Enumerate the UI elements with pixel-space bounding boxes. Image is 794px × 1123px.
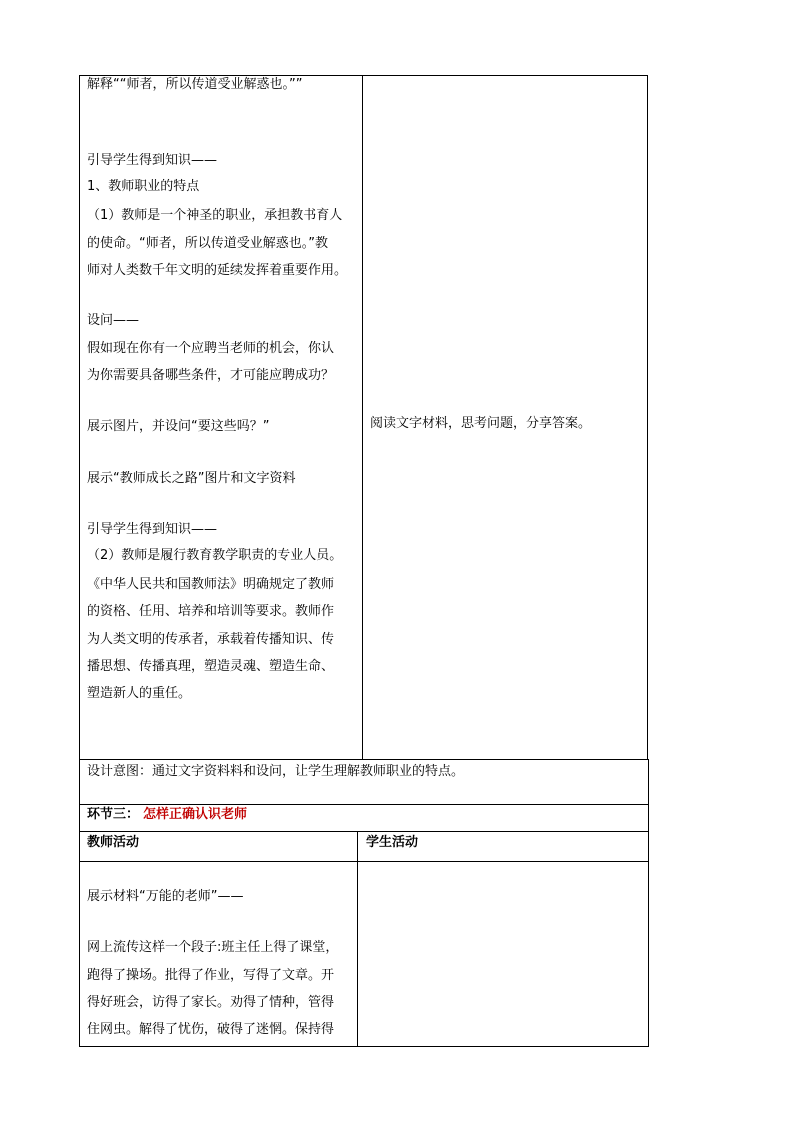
material-line-4: 住网虫。解得了忧伤，破得了迷惘。保持得: [87, 1022, 335, 1037]
feature-1-line-3: 师对人类数千年文明的延续发挥着重要作用。: [87, 263, 348, 278]
show-growth-path: 展示“教师成长之路”图片和文字资料: [87, 471, 296, 486]
show-picture: 展示图片，并设问“要这些吗？”: [87, 419, 270, 434]
column-divider-upper: [362, 75, 363, 759]
table-right-border-mid: [648, 759, 649, 1047]
row-divider-content: [79, 861, 649, 862]
feature-heading: 1、教师职业的特点: [87, 179, 200, 194]
feature-1-line-1: （1）教师是一个神圣的职业，承担教书育人: [87, 208, 343, 223]
material-line-2: 跑得了操场。批得了作业，写得了文章。开: [87, 968, 335, 983]
column-divider-lower: [357, 831, 358, 1047]
section3-label: 环节三：: [87, 807, 140, 822]
design-intent: 设计意图：通过文字资料料和设问，让学生理解教师职业的特点。: [87, 764, 465, 779]
teacher-activity-header: 教师活动: [87, 835, 140, 850]
guide-knowledge-2: 引导学生得到知识——: [87, 522, 218, 537]
table-left-border: [79, 75, 80, 1047]
question-line-1: 假如现在你有一个应聘当老师的机会，你认: [87, 341, 335, 356]
question-line-2: 为你需要具备哪些条件，才可能应聘成功？: [87, 368, 335, 383]
feature-2-line-2: 《中华人民共和国教师法》明确规定了教师: [87, 577, 335, 592]
row-divider-headers: [79, 831, 649, 832]
guide-knowledge-1: 引导学生得到知识——: [87, 153, 218, 168]
feature-1-line-2: 的使命。“师者，所以传道受业解惑也。”教: [87, 236, 328, 251]
feature-2-line-1: （2）教师是履行教育教学职责的专业人员。: [87, 548, 343, 563]
question-label: 设问——: [87, 313, 140, 328]
material-line-3: 得好班会，访得了家长。劝得了情种，管得: [87, 995, 335, 1010]
student-activity-text: 阅读文字材料，思考问题，分享答案。: [370, 416, 592, 431]
feature-2-line-6: 塑造新人的重任。: [87, 686, 192, 701]
table-right-border-upper: [647, 75, 648, 759]
feature-2-line-3: 的资格、任用、培养和培训等要求。教师作: [87, 604, 335, 619]
student-activity-header: 学生活动: [366, 835, 419, 850]
material-line-1: 网上流传这样一个段子:班主任上得了课堂，: [87, 940, 339, 955]
table-bottom-border: [79, 1046, 649, 1047]
feature-2-line-5: 播思想、传播真理，塑造灵魂、塑造生命、: [87, 659, 335, 674]
show-material: 展示材料“万能的老师”——: [87, 889, 244, 904]
section3-title: 怎样正确认识老师: [143, 807, 248, 822]
feature-2-line-4: 为人类文明的传承者，承载着传播知识、传: [87, 632, 335, 647]
explain-quote: 解释““师者，所以传道受业解惑也。””: [87, 77, 303, 92]
